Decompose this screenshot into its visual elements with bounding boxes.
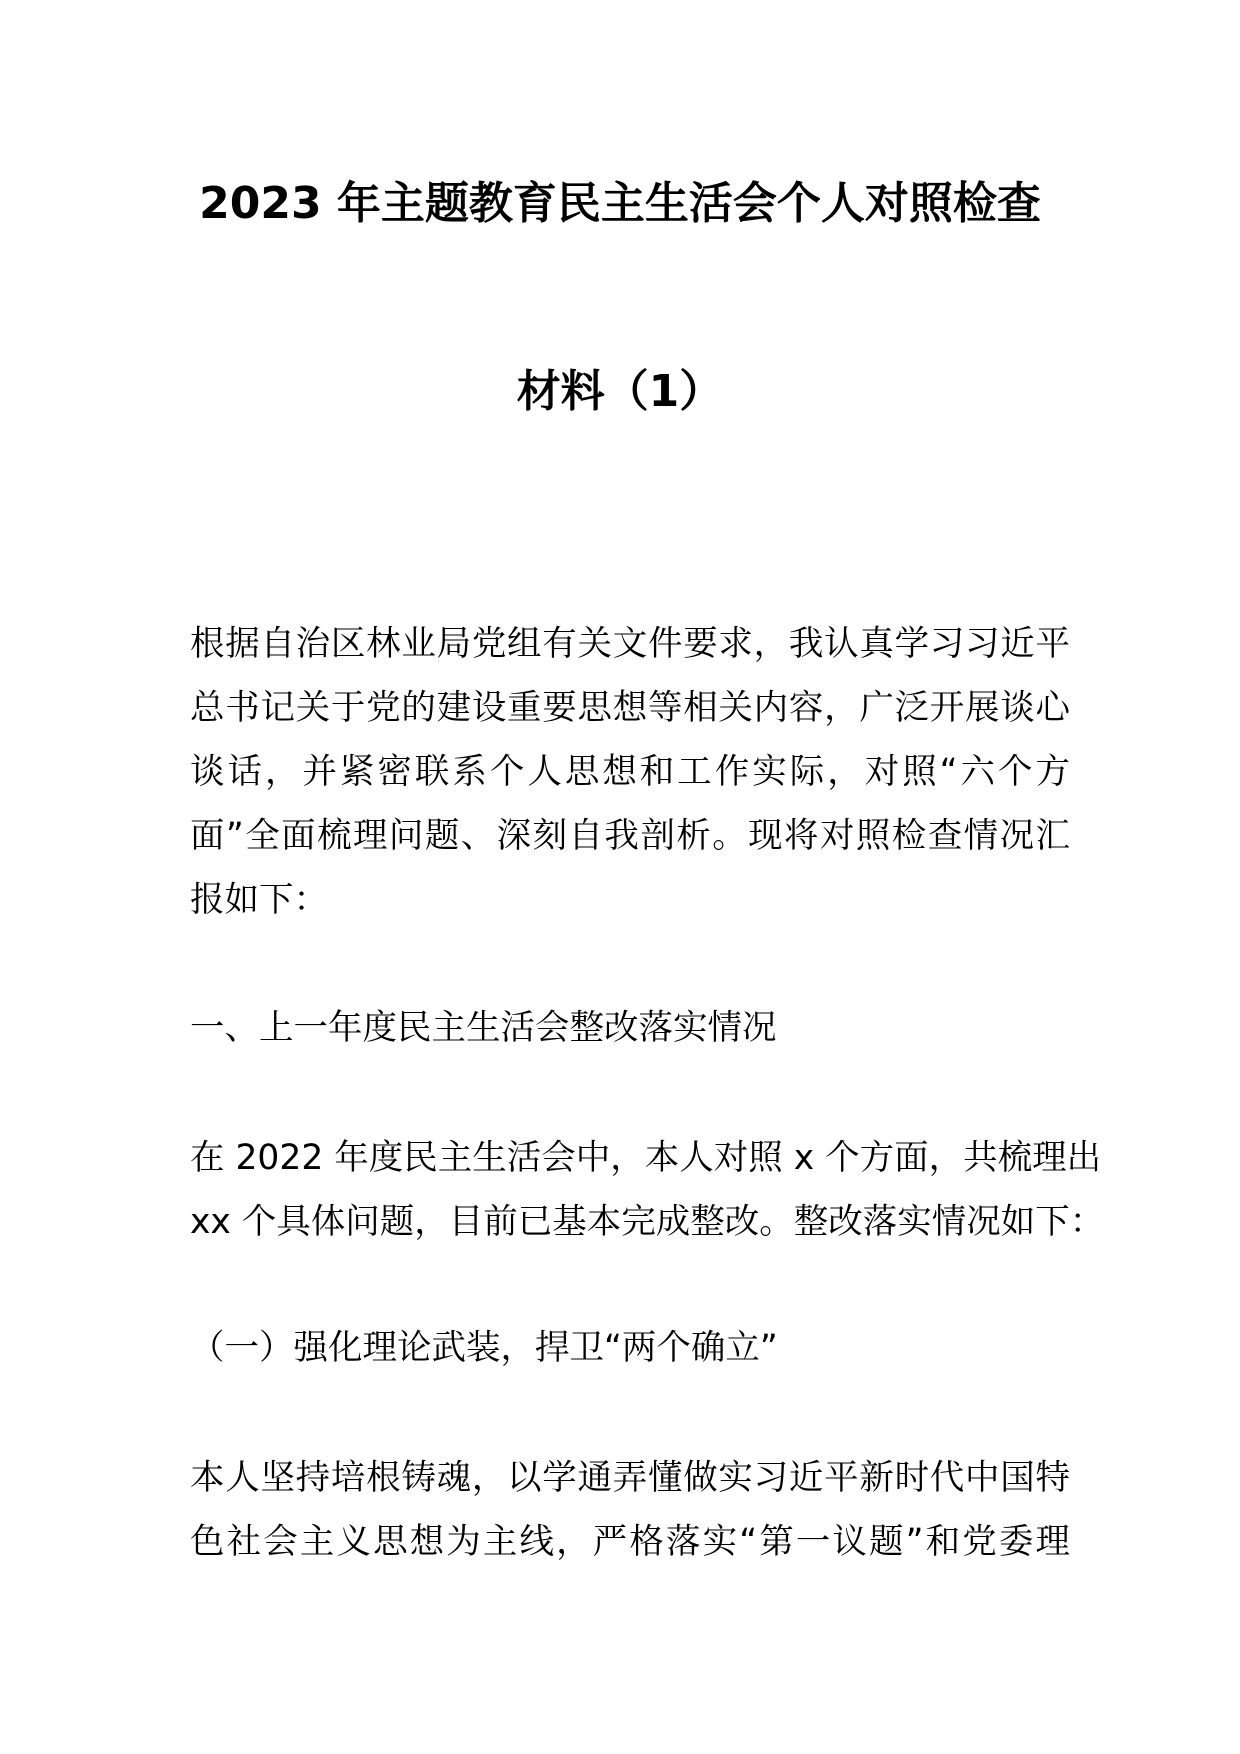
subsection-1-paragraph — [190, 1446, 1070, 1574]
document-title-line-2: 材料（1） — [516, 366, 724, 417]
subsection-heading-text: （一）强化理论武装，捍卫“两个确立” — [190, 1328, 778, 1368]
intro-line: 总书记关于党的建设重要思想等相关内容，广泛开展谈心 — [190, 688, 1070, 728]
section-1-paragraph — [190, 1126, 1105, 1254]
section-heading-1 — [190, 996, 1070, 1060]
paragraph-line: 在 2022 年度民主生活会中，本人对照 x 个方面，共梳理出 — [190, 1138, 1102, 1178]
document-title-line-1: 2023 年主题教育民主生活会个人对照检查 — [199, 178, 1041, 229]
intro-line: 根据自治区林业局党组有关文件要求，我认真学习习近平 — [190, 624, 1070, 664]
intro-paragraph — [190, 612, 1070, 932]
paragraph-line: 本人坚持培根铸魂，以学通弄懂做实习近平新时代中国特 — [190, 1458, 1070, 1498]
intro-line: 面”全面梳理问题、深刻自我剖析。现将对照检查情况汇 — [190, 816, 1070, 856]
paragraph-line: 色社会主义思想为主线，严格落实“第一议题”和党委理 — [190, 1522, 1070, 1562]
subsection-heading-1 — [190, 1316, 1070, 1380]
intro-line: 谈话，并紧密联系个人思想和工作实际，对照“六个方 — [190, 752, 1070, 792]
paragraph-line: xx 个具体问题，目前已基本完成整改。整改落实情况如下： — [190, 1202, 1105, 1242]
intro-line: 报如下： — [190, 880, 328, 920]
section-heading-text: 一、上一年度民主生活会整改落实情况 — [190, 1008, 777, 1048]
